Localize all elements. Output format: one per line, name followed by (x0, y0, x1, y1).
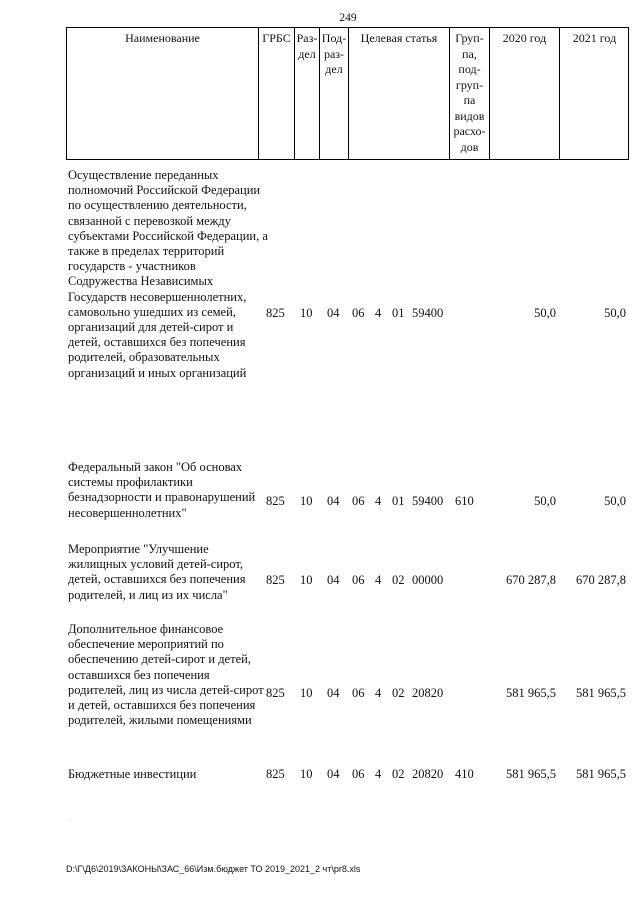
cell-cs2: 4 (375, 573, 382, 587)
cell-vr: 410 (455, 767, 474, 781)
cell-2020: 50,0 (534, 306, 556, 320)
cell-cs4: 00000 (412, 573, 444, 587)
cell-2021: 581 965,5 (576, 767, 626, 781)
cell-podrazdel: 04 (327, 767, 340, 781)
cell-2021: 50,0 (604, 306, 626, 320)
cell-grbs: 825 (266, 767, 285, 781)
cell-cs3: 01 (392, 494, 405, 508)
cell-cs1: 06 (352, 306, 365, 320)
cell-grbs: 825 (266, 573, 285, 587)
row-name: Мероприятие "Улучшение жилищных условий детей-сирот, детей, оставшихся без попечения родителей, и лиц из их числа" (68, 542, 246, 602)
header-name: Наименование (125, 31, 200, 45)
cell-2020: 670 287,8 (506, 573, 556, 587)
cell-cs2: 4 (375, 494, 382, 508)
cell-grbs: 825 (266, 306, 285, 320)
header-2021: 2021 год (559, 28, 629, 159)
cell-2021: 50,0 (604, 494, 626, 508)
cell-podrazdel: 04 (327, 686, 340, 700)
cell-2020: 581 965,5 (506, 767, 556, 781)
cell-cs4: 20820 (412, 686, 444, 700)
cell-cs2: 4 (375, 686, 382, 700)
header-gruppa: Груп- па, под- груп- па видов расхо- дов (449, 28, 489, 159)
cell-2020: 50,0 (534, 494, 556, 508)
cell-cs4: 59400 (412, 306, 444, 320)
cell-cs4: 59400 (412, 494, 444, 508)
header-celevaya: Целевая статья (348, 28, 449, 159)
cell-cs1: 06 (352, 767, 365, 781)
cell-cs2: 4 (375, 306, 382, 320)
cell-razdel: 10 (300, 767, 313, 781)
header-grbs: ГРБС (258, 28, 294, 159)
header-podrazdel: Под- раз- дел (319, 28, 348, 159)
cell-podrazdel: 04 (327, 494, 340, 508)
cell-2020: 581 965,5 (506, 686, 556, 700)
header-2020: 2020 год (489, 28, 559, 159)
cell-razdel: 10 (300, 494, 313, 508)
cell-cs1: 06 (352, 573, 365, 587)
row-name: Осуществление переданных полномочий Российской Федерации по осуществлению деятельности, связанной с перевозкой между субъектами Российской Федерации, а также в пределах территорий государств - участников Содружества Независимых Государств несовершеннолетних, самовольно ушедших из семей, организаций для детей-сирот и детей, оставшихся без попечения родителей, образовательных организаций и иных организаций (68, 168, 268, 380)
cell-cs1: 06 (352, 494, 365, 508)
cell-cs3: 02 (392, 573, 405, 587)
cell-razdel: 10 (300, 306, 313, 320)
cell-cs2: 4 (375, 767, 382, 781)
cell-podrazdel: 04 (327, 306, 340, 320)
cell-cs3: 01 (392, 306, 405, 320)
cell-vr: 610 (455, 494, 474, 508)
row-name: Бюджетные инвестиции (68, 767, 197, 781)
table-header (66, 27, 629, 160)
cell-razdel: 10 (300, 573, 313, 587)
header-razdel: Раз- дел (294, 28, 319, 159)
row-name: Федеральный закон "Об основах системы профилактики безнадзорности и правонарушений несовершеннолетних" (68, 460, 256, 520)
cell-cs3: 02 (392, 767, 405, 781)
file-path-footer: D:\Г\Д6\2019\ЗАКОНЫ\ЗАС_66\Изм.бюджет ТО 2019_2021_2 чт\pr8.xls (66, 864, 361, 874)
cell-2021: 670 287,8 (576, 573, 626, 587)
cell-2021: 581 965,5 (576, 686, 626, 700)
cell-grbs: 825 (266, 494, 285, 508)
cell-podrazdel: 04 (327, 573, 340, 587)
cell-cs4: 20820 (412, 767, 444, 781)
scan-dot: · (68, 816, 71, 825)
cell-cs3: 02 (392, 686, 405, 700)
cell-grbs: 825 (266, 686, 285, 700)
cell-razdel: 10 (300, 686, 313, 700)
page-number: 249 (339, 12, 357, 24)
cell-cs1: 06 (352, 686, 365, 700)
row-name: Дополнительное финансовое обеспечение мероприятий по обеспечению детей-сирот и детей, оставшихся без попечения родителей, лиц из числа детей-сирот и детей, оставшихся без попечения родителей, жилыми помещениями (68, 622, 264, 728)
